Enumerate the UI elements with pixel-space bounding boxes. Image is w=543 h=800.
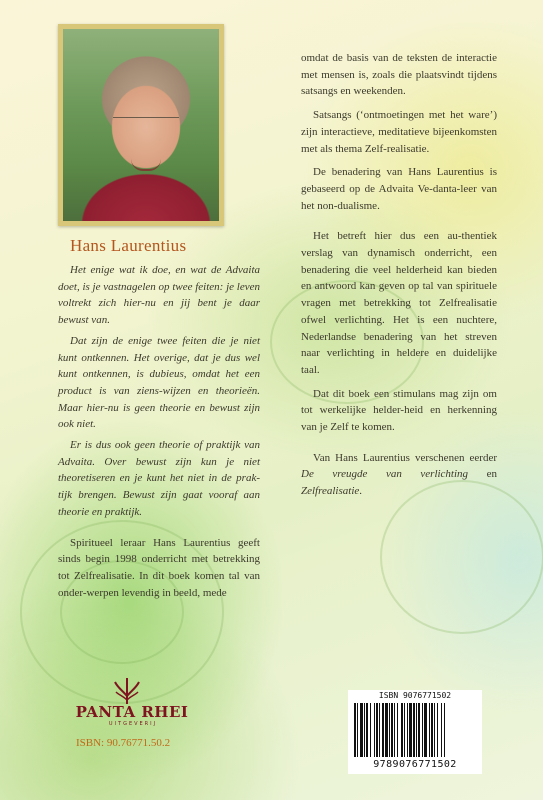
barcode-bar <box>424 703 427 757</box>
author-photo-frame <box>58 24 224 226</box>
publisher-logo: PANTA RHEI <box>75 703 189 721</box>
barcode-bar <box>401 703 403 757</box>
body-paragraph: De benadering van Hans Laurentius is gebaseerd op de Advaita Ve-danta-leer van het non-dualisme. <box>301 166 497 212</box>
book-title: De vreugde van verlichting <box>301 468 469 481</box>
barcode-bar <box>418 703 420 757</box>
barcode-bar <box>370 703 371 757</box>
barcode-bar <box>431 703 433 757</box>
barcode-bar <box>416 703 417 757</box>
barcode-bar <box>422 703 423 757</box>
closing-suffix: . <box>359 485 363 498</box>
barcode-panel <box>348 690 482 774</box>
book-title: Zelfrealisatie <box>301 485 360 498</box>
left-text-column <box>58 262 260 605</box>
barcode-bar <box>357 703 358 757</box>
barcode-bar <box>407 703 408 757</box>
barcode-bar <box>397 703 398 757</box>
quote-paragraph: Dat zijn de enige twee feiten die je niet kunt ontkennen. Het overige, dat je dus wel kunt ontkennen, is dubieus, omdat het een product is van ziens-wijzen en theorieën. Maar hier-nu is geen theorie en bewust zijn ook niet. <box>58 334 260 431</box>
barcode-bar <box>354 703 356 757</box>
barcode-bar <box>437 703 438 757</box>
body-paragraph: Dat dit boek een stimulans mag zijn om tot werkelijke helder-heid en herkenning van je Zelf te komen. <box>301 387 497 434</box>
barcode-bar <box>385 703 388 757</box>
barcode-bar <box>360 703 363 757</box>
barcode-bar <box>374 703 375 757</box>
barcode-bar <box>409 703 412 757</box>
barcode-bar <box>391 703 393 757</box>
body-paragraph: Satsangs (‘ontmoetingen met het ware’) zijn interactieve, meditatieve bijeenkomsten met als thema Zelf-realisatie. <box>301 109 497 155</box>
isbn-text: ISBN: 90.76771.50.2 <box>76 737 171 749</box>
barcode-bar <box>434 703 435 757</box>
closing-paragraph <box>301 450 497 500</box>
closing-middle: en <box>468 468 497 481</box>
author-photo <box>63 29 219 221</box>
body-paragraph: omdat de basis van de teksten de interactie met mensen is, zoals die plaatsvindt tijdens satsangs en weekenden. <box>301 52 497 98</box>
barcode-bars <box>354 703 476 757</box>
barcode-bar <box>441 703 442 757</box>
quote-paragraph: Het enige wat ik doe, en wat de Advaita doet, is je vastnagelen op twee feiten: je leven voltrekt zich hier-nu en jij bent je daar bewust van. <box>58 264 260 327</box>
publisher-subtitle: UITGEVERIJ <box>108 721 158 727</box>
flame-fountain-icon <box>112 676 142 706</box>
barcode-bar <box>382 703 384 757</box>
right-text-column <box>301 50 497 507</box>
barcode-bar <box>379 703 380 757</box>
barcode-bar <box>413 703 415 757</box>
smile-detail <box>131 159 161 171</box>
closing-prefix: Van Hans Laurentius verschenen eerder <box>313 451 497 464</box>
barcode-bar <box>376 703 378 757</box>
barcode-bar <box>366 703 368 757</box>
glasses-detail <box>113 117 179 132</box>
barcode-bar <box>364 703 365 757</box>
barcode-bar <box>394 703 395 757</box>
body-paragraph: Spiritueel leraar Hans Laurentius geeft sinds begin 1998 onderricht met betrekking tot Zelfrealisatie. In dit boek komen tal van onder-werpen levendig in beeld, mede <box>58 536 260 599</box>
barcode-bar <box>404 703 405 757</box>
barcode-bar <box>444 703 445 757</box>
body-paragraph: Het betreft hier dus een au-thentiek verslag van dynamisch onderricht, een benadering die veel helderheid kan bieden en antwoord kan geven op tal van spirituele vragen met betrekking tot Zelfrealisatie ofwel verlichting. Het is een nuchtere, Nederlandse benadering van het streven naar verlichting in heldere en duidelijke taal. <box>301 230 497 376</box>
barcode-isbn-label: ISBN 9076771502 <box>378 691 452 700</box>
quote-paragraph: Er is dus ook geen theorie of praktijk van Advaita. Over bewust zijn kun je niet theoretiseren en je kunt het niet in de prak-tijk brengen. Bewust zijn gaat vooraf aan theorie en praktijk. <box>58 439 260 518</box>
barcode-bar <box>389 703 390 757</box>
author-name: Hans Laurentius <box>70 236 187 255</box>
barcode-bar <box>429 703 430 757</box>
barcode-digits: 9789076771502 <box>373 759 457 770</box>
